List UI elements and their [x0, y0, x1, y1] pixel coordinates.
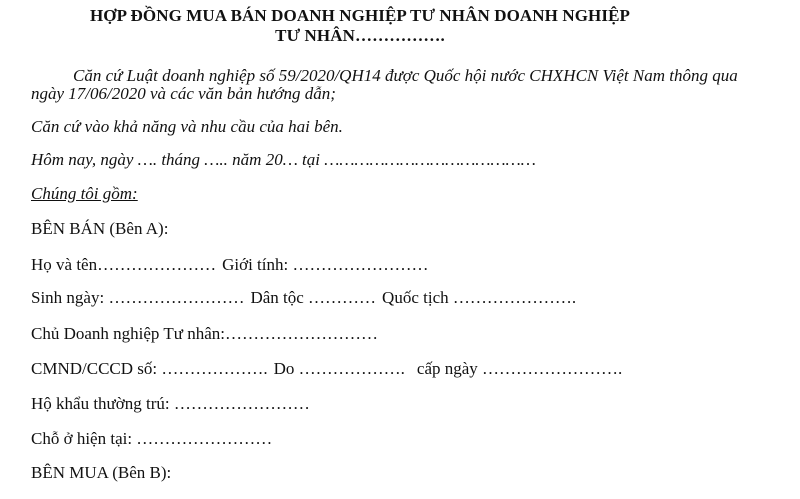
id-number-field: CMND/CCCD số: ………………. — [31, 359, 268, 378]
gender-field: Giới tính: …………………… — [222, 255, 429, 274]
issued-by-field: Do ………………. — [273, 359, 405, 378]
basis-law-line1: Căn cứ Luật doanh nghiệp số 59/2020/QH14 được Quốc hội nước CHXHCN Việt Nam thông qua — [73, 66, 738, 85]
date-place-line: Hôm nay, ngày …. tháng ….. năm 20… tại …………………………………… — [31, 150, 536, 169]
buyer-heading: BÊN MUA (Bên B): — [31, 463, 172, 482]
document-title-line2: TƯ NHÂN……………. — [275, 26, 445, 45]
current-address-field: Chỗ ở hiện tại: …………………… — [31, 429, 273, 448]
document-title-line1: HỢP ĐỒNG MUA BÁN DOANH NGHIỆP TƯ NHÂN DOANH NGHIỆP — [89, 6, 631, 25]
seller-birth-row — [31, 288, 576, 308]
ethnicity-field: Dân tộc ………… — [250, 288, 377, 307]
dob-field: Sinh ngày: …………………… — [31, 288, 245, 307]
nationality-field: Quốc tịch …………………. — [382, 288, 577, 307]
seller-name-row — [31, 255, 428, 275]
full-name-field: Họ và tên………………… — [31, 255, 217, 274]
issued-date-field: cấp ngày ……………………. — [416, 359, 623, 378]
seller-id-row — [31, 359, 622, 379]
basis-capacity: Căn cứ vào khả năng và nhu cầu của hai bên. — [31, 117, 343, 136]
residence-field: Hộ khẩu thường trú: …………………… — [31, 394, 310, 413]
parties-intro: Chúng tôi gồm: — [31, 184, 138, 203]
basis-law-line2: ngày 17/06/2020 và các văn bản hướng dẫn; — [31, 84, 336, 103]
owner-field: Chủ Doanh nghiệp Tư nhân:……………………… — [31, 324, 378, 343]
seller-heading: BÊN BÁN (Bên A): — [31, 219, 169, 238]
